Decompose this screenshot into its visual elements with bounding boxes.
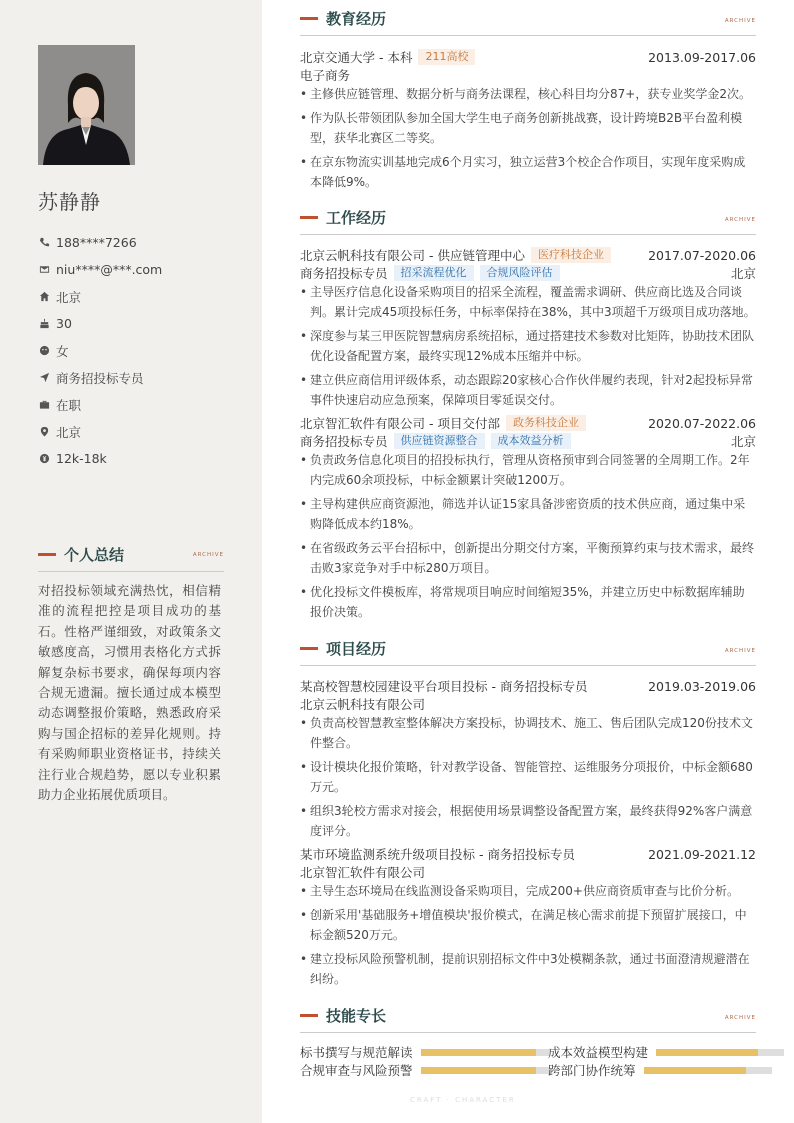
- job-date: 2020.07-2022.06: [648, 415, 756, 431]
- section-accent-bar: [300, 216, 318, 219]
- list-item: • 在省级政务云平台招标中，创新提出分期交付方案，平衡预算约束与技术需求，最终击败3家竞争对手中标280万项目。: [300, 541, 755, 575]
- info-email: niu****@***.com: [38, 256, 238, 283]
- list-item: • 优化投标文件模板库，将常规项目响应时间缩短35%，并建立历史中标数据库辅助报价决策。: [300, 585, 745, 619]
- project-name: 某高校智慧校园建设平台项目投标 - 商务招投标专员: [300, 679, 588, 694]
- skill-level-bar: [656, 1049, 784, 1056]
- job-role: 商务招投标专员: [300, 434, 388, 449]
- skill-level-bar: [421, 1067, 549, 1074]
- skill-item: [300, 1043, 549, 1061]
- info-status: 在职: [38, 391, 238, 418]
- skills-header: [300, 1005, 756, 1033]
- job-role-row: [300, 264, 756, 282]
- skill-tag: 招采流程优化: [394, 265, 474, 281]
- person-name: 苏静静: [38, 190, 101, 214]
- sidebar: [0, 0, 262, 1123]
- info-location: 北京: [38, 418, 238, 445]
- job-date: 2017.07-2020.06: [648, 247, 756, 263]
- archive-label: ARCHIVE: [724, 648, 756, 654]
- skill-level-fill: [644, 1067, 746, 1074]
- project-name: 某市环境监测系统升级项目投标 - 商务招投标专员: [300, 847, 575, 862]
- list-item: • 在京东物流实训基地完成6个月实习，独立运营3个校企合作项目，实现年度采购成本降低9%。: [300, 155, 746, 189]
- info-age: 30: [38, 310, 238, 337]
- info-salary: 12k-18k: [38, 445, 238, 472]
- list-item: • 建立投标风险预警机制，提前识别招标文件中3处模糊条款，通过书面澄清规避潜在纠纷。: [300, 952, 750, 986]
- skill-item: [300, 1061, 549, 1079]
- list-item: • 组织3轮校方需求对接会，根据使用场景调整设备配置方案，最终获得92%客户满意度评分。: [300, 804, 753, 838]
- school-tag: 211高校: [418, 49, 475, 65]
- list-item: • 主导医疗信息化设备采购项目的招采全流程，覆盖需求调研、供应商比选及合同谈判。累计完成45项投标任务，中标率保持在38%，其中3项超千万级项目成功落地。: [300, 285, 756, 319]
- list-item: • 建立供应商信用评级体系，动态跟踪20家核心合作伙伴履约表现，针对2起投标异常事件快速启动应急预案，保障项目零延误交付。: [300, 373, 753, 407]
- education-major: 电子商务: [300, 68, 351, 83]
- project-org-row: [300, 695, 756, 713]
- school-name: 北京交通大学 - 本科: [300, 50, 413, 65]
- project-row: [300, 845, 756, 863]
- education-title: 教育经历: [326, 10, 387, 28]
- projects-title: 项目经历: [326, 640, 387, 658]
- archive-label: ARCHIVE: [192, 552, 224, 558]
- list-item: • 主导生态环境局在线监测设备采购项目，完成200+供应商资质审查与比价分析。: [300, 884, 739, 898]
- job-company: 北京云帆科技有限公司 - 供应链管理中心: [300, 248, 525, 263]
- project-date: 2021.09-2021.12: [648, 846, 756, 862]
- cake-icon: [38, 318, 50, 330]
- main-content: [262, 0, 794, 1123]
- skill-tag: 供应链资源整合: [394, 433, 485, 449]
- section-accent-bar: [300, 647, 318, 650]
- avatar: [38, 45, 135, 165]
- project-date: 2019.03-2019.06: [648, 678, 756, 694]
- skill-level-bar: [644, 1067, 772, 1074]
- summary-header: [38, 544, 224, 572]
- education-major-row: [300, 66, 756, 84]
- education-header: [300, 8, 756, 36]
- skill-item: [548, 1043, 784, 1061]
- salary-icon: [38, 453, 50, 465]
- company-tag: 医疗科技企业: [531, 247, 611, 263]
- list-item: • 作为队长带领团队参加全国大学生电子商务创新挑战赛，设计跨境B2B平台盈利模型，获华北赛区二等奖。: [300, 111, 743, 145]
- job-company: 北京智汇软件有限公司 - 项目交付部: [300, 416, 500, 431]
- education-row: [300, 48, 756, 66]
- archive-label: ARCHIVE: [724, 18, 756, 24]
- projects-header: [300, 638, 756, 666]
- info-position: 商务招投标专员: [38, 364, 238, 391]
- summary-title: 个人总结: [64, 546, 125, 564]
- skills-title: 技能专长: [326, 1007, 387, 1025]
- job-row: [300, 414, 756, 432]
- home-icon: [38, 291, 50, 303]
- section-accent-bar: [38, 553, 56, 556]
- section-accent-bar: [300, 1014, 318, 1017]
- skill-level-fill: [421, 1067, 536, 1074]
- list-item: • 创新采用'基础服务+增值模块'报价模式，在满足核心需求前提下预留扩展接口，中标金额520万元。: [300, 908, 747, 942]
- info-phone: 188****7266: [38, 229, 238, 256]
- mail-icon: [38, 264, 50, 276]
- archive-label: ARCHIVE: [724, 1015, 756, 1021]
- project-org-row: [300, 863, 756, 881]
- list-item: • 负责高校智慧教室整体解决方案投标，协调技术、施工、售后团队完成120份技术文件整合。: [300, 716, 753, 750]
- location-icon: [38, 426, 50, 438]
- skill-name: 合规审查与风险预警: [300, 1063, 413, 1078]
- list-item: • 主修供应链管理、数据分析与商务法课程，核心科目均分87+，获专业奖学金2次。: [300, 87, 751, 101]
- skill-item: [548, 1061, 772, 1079]
- skill-tag: 成本效益分析: [491, 433, 571, 449]
- job-row: [300, 246, 756, 264]
- skill-level-fill: [656, 1049, 758, 1056]
- job-city: 北京: [730, 434, 756, 449]
- section-accent-bar: [300, 17, 318, 20]
- list-item: • 主导构建供应商资源池，筛选并认证15家具备涉密资质的技术供应商，通过集中采购降低成本约18%。: [300, 497, 746, 531]
- skill-level-bar: [421, 1049, 549, 1056]
- list-item: • 深度参与某三甲医院智慧病房系统招标，通过搭建技术参数对比矩阵，协助技术团队优化设备配置方案，最终实现12%成本压缩并中标。: [300, 329, 755, 363]
- project-org: 北京智汇软件有限公司: [300, 865, 426, 880]
- info-home: 北京: [38, 283, 238, 310]
- skill-name: 标书撰写与规范解读: [300, 1045, 413, 1060]
- list-item: • 设计模块化报价策略，针对教学设备、智能管控、运维服务分项报价，中标金额680万元。: [300, 760, 753, 794]
- send-icon: [38, 372, 50, 384]
- skill-level-fill: [421, 1049, 536, 1056]
- contact-info-list: [38, 229, 238, 472]
- job-role: 商务招投标专员: [300, 266, 388, 281]
- info-gender: 女: [38, 337, 238, 364]
- gender-icon: [38, 345, 50, 357]
- job-city: 北京: [730, 266, 756, 281]
- project-org: 北京云帆科技有限公司: [300, 697, 426, 712]
- watermark: CRAFT · CHARACTER: [410, 1096, 516, 1104]
- skill-tag: 合规风险评估: [480, 265, 560, 281]
- project-row: [300, 677, 756, 695]
- skill-name: 成本效益模型构建: [548, 1045, 649, 1060]
- work-header: [300, 207, 756, 235]
- job-role-row: [300, 432, 756, 450]
- work-title: 工作经历: [326, 209, 387, 227]
- education-date: 2013.09-2017.06: [648, 49, 756, 65]
- briefcase-icon: [38, 399, 50, 411]
- list-item: • 负责政务信息化项目的招投标执行，管理从资格预审到合同签署的全周期工作。2年内完成60余项投标，中标金额累计突破1200万。: [300, 453, 750, 487]
- archive-label: ARCHIVE: [724, 217, 756, 223]
- phone-icon: [38, 237, 50, 249]
- skill-name: 跨部门协作统筹: [548, 1063, 636, 1078]
- company-tag: 政务科技企业: [506, 415, 586, 431]
- summary-text: 对招投标领域充满热忱，相信精准的流程把控是项目成功的基石。性格严谨细致，对政策条文敏感度高，习惯用表格化方式拆解复杂标书要求，确保每项内容合规无遗漏。擅长通过成本模型动态调整报价策略，熟悉政府采购与国企招标的差异化规则。持有采购师职业资格证书，持续关注行业合规趋势，愿以专业积累助力企业拓展优质项目。: [38, 583, 221, 803]
